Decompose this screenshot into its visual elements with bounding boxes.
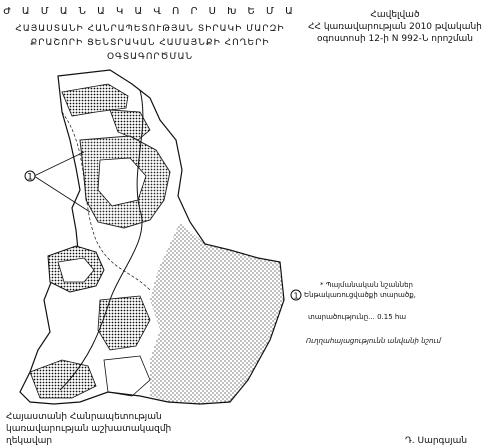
map-subtitle-line-3: ՕԳՏԱԳՈՐԾՄԱՆ <box>106 52 194 62</box>
signatory-name: Դ. Սարգսյան <box>405 436 468 446</box>
annex-line-2: օգոստոսի 12-ի N 992-Ն որոշման <box>316 34 474 44</box>
map-subtitle-line-2: ՔՐԱՇՈՐԻ ՑԵՆՏՐԱԿԱՆ ՀԱՄԱՅՆՔԻ ՀՈՂԵՐԻ <box>30 38 270 48</box>
dotted-field-area <box>150 222 284 404</box>
map-title: Ժ Ա Մ Ա Ն Ա Կ Ա Վ Ո Ր Ս Խ Ե Մ Ա <box>3 6 297 17</box>
legend-area <box>308 313 406 321</box>
signatory-title-line-1: Հայաստանի Հանրապետության <box>6 412 162 422</box>
legend-subnote: Ուղղահայացությունն անվանի նշում <box>306 337 441 345</box>
site-marker-number: 1 <box>27 172 33 183</box>
legend-heading: * Պայմանական նշաններ <box>320 281 413 289</box>
signatory-title-line-2: կառավարության աշխատակազմի <box>6 424 172 434</box>
signatory-title-line-3: ղեկավար <box>6 436 53 446</box>
annex-heading: Հավելված <box>370 10 420 20</box>
marker-pointer-2 <box>34 176 90 212</box>
legend-marker-number: 1 <box>293 291 299 301</box>
map-subtitle-line-1: ՀԱՅԱՍՏԱՆԻ ՀԱՆՐԱՊԵՏՈՒԹՅԱՆ ՏԻՐԱԿԻ ՄԱՐԶԻ <box>15 24 285 34</box>
southern-parcel-3 <box>104 356 150 396</box>
southern-parcel-2 <box>98 296 150 350</box>
legend-area-label: տարածությունը... <box>308 313 375 321</box>
southern-parcel <box>30 360 96 398</box>
annex-line-1: ՀՀ կառավարության 2010 թվականի <box>308 22 482 32</box>
legend-item-text: Ենթակառուցվածքի տարածք, <box>304 291 416 299</box>
legend-area-value: 0.15 հա <box>377 313 407 321</box>
